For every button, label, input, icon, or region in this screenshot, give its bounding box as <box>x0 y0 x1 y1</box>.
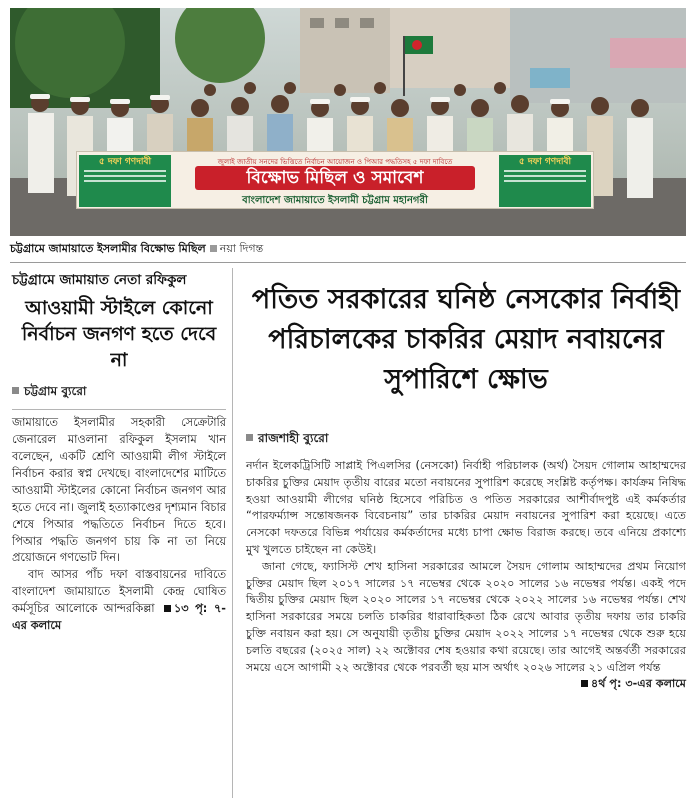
banner-left-title: ৫ দফা গণদাবী <box>98 157 152 167</box>
banner-right-panel <box>499 155 591 207</box>
right-byline-text: রাজশাহী ব্যুরো <box>258 431 329 445</box>
continued-reference[interactable] <box>246 676 686 693</box>
right-article-body <box>246 458 686 693</box>
column-divider <box>232 268 233 798</box>
continued-square-icon <box>164 605 171 612</box>
right-paragraph-2: জানা গেছে, ফ্যাসিস্ট শেখ হাসিনা সরকারের আমলে সৈয়দ গোলাম আহাম্মদের প্রথম নিয়োগ চুক্তির মেয়াদ ছিল ২০১৭ সালের ১৭ নভেম্বর থেকে ২০২০ সালের ১৬ নভেম্বর পর্যন্ত। একই পদে দ্বিতীয় চুক্তির মেয়াদ ছিল ২০২০ সালের ১৭ নভেম্বর থেকে ২০২২ সালের ১৬ নভেম্বর পর্যন্ত। শেখ হাসিনা সরকারের সময়ে চলতি চাকরির ধারাবাহিকতা ঠিক রেখে আবার তৃতীয় দফায় তার চাকরি চুক্তি নবায়ন করা হয়। সে অনুযায়ী তৃতীয় চুক্তির মেয়াদ ২০২২ সালের ১৭ নভেম্বর থেকে শুরু হয়ে চলতি বছরের (২০২৫ সাল) ২২ অক্টোবর শেষ হওয়ার কথা রয়েছে। তার আগেই অন্তর্বর্তী সরকারের সময়ে এসে আগামী ২২ অক্টোবর থেকে পরবর্তী ছয় মাস অর্থাৎ ২০২৬ সালের ২১ এপ্রিল পর্যন্ত <box>246 559 686 674</box>
left-paragraph-2-text: বাদ আসর পাঁচ দফা বাস্তবায়নের দাবিতে বাংলাদেশ জামায়াতে ইসলামী কেন্দ্র ঘোষিত কর্মসূচির আলোকে আন্দরকিল্লা <box>12 568 226 616</box>
byline-square-icon <box>12 387 19 394</box>
right-article <box>246 280 686 693</box>
left-article-kicker: চট্টগ্রামে জামায়াত নেতা রফিকুল <box>12 272 187 288</box>
protest-banner <box>76 151 594 209</box>
byline-square-icon <box>246 434 253 441</box>
banner-left-panel <box>79 155 171 207</box>
left-article-headline: আওয়ামী স্টাইলে কোনো নির্বাচন জনগণ হতে দেবে না <box>21 296 217 371</box>
banner-main-title: বিক্ষোভ মিছিল ও সমাবেশ <box>195 166 475 190</box>
left-article <box>12 272 226 635</box>
right-article-headline: পতিত সরকারের ঘনিষ্ঠ নেসকোর নির্বাহী পরিচালকের চাকরির মেয়াদ নবায়নের সুপারিশে ক্ষোভ <box>251 284 681 395</box>
section-divider <box>10 262 686 263</box>
caption-square-icon <box>210 245 217 252</box>
left-paragraph-1: জামায়াতে ইসলামীর সহকারী সেক্রেটারি জেনারেল মাওলানা রফিকুল ইসলাম খান বলেছেন, একটি শ্রেণি আওয়ামী লীগ স্টাইলে নির্বাচন করার স্বপ্ন দেখছে। বাংলাদেশের মাটিতে আওয়ামী স্টাইলের কোনো নির্বাচন জনগণ আর হতে দেবে না। জুলাই হত্যাকাণ্ডের দৃশ্যমান বিচার শেষে পিআর পদ্ধতিতে নির্বাচন দিতে হবে। পিআর পদ্ধতি জনগণ চায় কি না তা নিয়ে প্রয়োজনে গণভোট দিন। <box>12 416 226 565</box>
banner-left-lines <box>84 170 166 182</box>
left-article-byline <box>12 383 226 403</box>
banner-right-title: ৫ দফা গণদাবী <box>518 157 572 167</box>
right-article-byline <box>246 430 686 450</box>
left-byline-text: চট্টগ্রাম ব্যুরো <box>24 384 87 399</box>
right-paragraph-1: নর্দান ইলেকট্রিসিটি সাপ্লাই পিএলসির (নেসকো) নির্বাহী পরিচালক (অর্থ) সৈয়দ গোলাম আহাম্মদের চাকরির চুক্তির মেয়াদ তৃতীয় বারের মতো নবায়নের সুপারিশ করেছে সংশ্লিষ্ট কর্তৃপক্ষ। কার্যক্রম নিষিদ্ধ হওয়া আওয়ামী লীগের ঘনিষ্ঠ হিসেবে পরিচিত ও পতিত সরকারের আশীর্বাদপুষ্ট এই কর্মকর্তার “পারফর্ম্যান্স সন্তোষজনক বিবেচনায়” তার চাকরির মেয়াদ নবায়নের সুপারিশ করা হয়েছে। এতে নেসকো দফতরে বিভিন্ন পর্যায়ের কর্মকর্তাদের মধ্যে চাপা ক্ষোভ বিরাজ করছে। তবে এনিয়ে প্রকাশ্যে মুখ খুলতে চাইছেন না কেউই। <box>246 459 686 556</box>
banner-right-lines <box>504 170 586 182</box>
caption-source: নয়া দিগন্ত <box>219 242 264 255</box>
banner-top-line: জুলাই জাতীয় সনদের ভিত্তিতে নির্বাচন আয়োজন ও পিআর পদ্ধতিসহ ৫ দফা দাবিতে <box>217 158 453 166</box>
photo-caption <box>10 240 263 259</box>
banner-organization: বাংলাদেশ জামায়াতে ইসলামী চট্টগ্রাম মহানগরী <box>242 195 428 206</box>
news-photo <box>10 8 686 236</box>
continued-text: ৪র্থ পৃ: ৩-এর কলামে <box>591 677 686 691</box>
continued-square-icon <box>581 680 588 687</box>
caption-text: চট্টগ্রামে জামায়াতে ইসলামীর বিক্ষোভ মিছিল <box>10 242 206 255</box>
left-paragraph-2 <box>12 567 226 635</box>
left-article-body <box>12 415 226 635</box>
continued-text: ১৩ পৃ: ৭-এর কলামে <box>12 602 226 633</box>
byline-divider <box>12 409 226 410</box>
